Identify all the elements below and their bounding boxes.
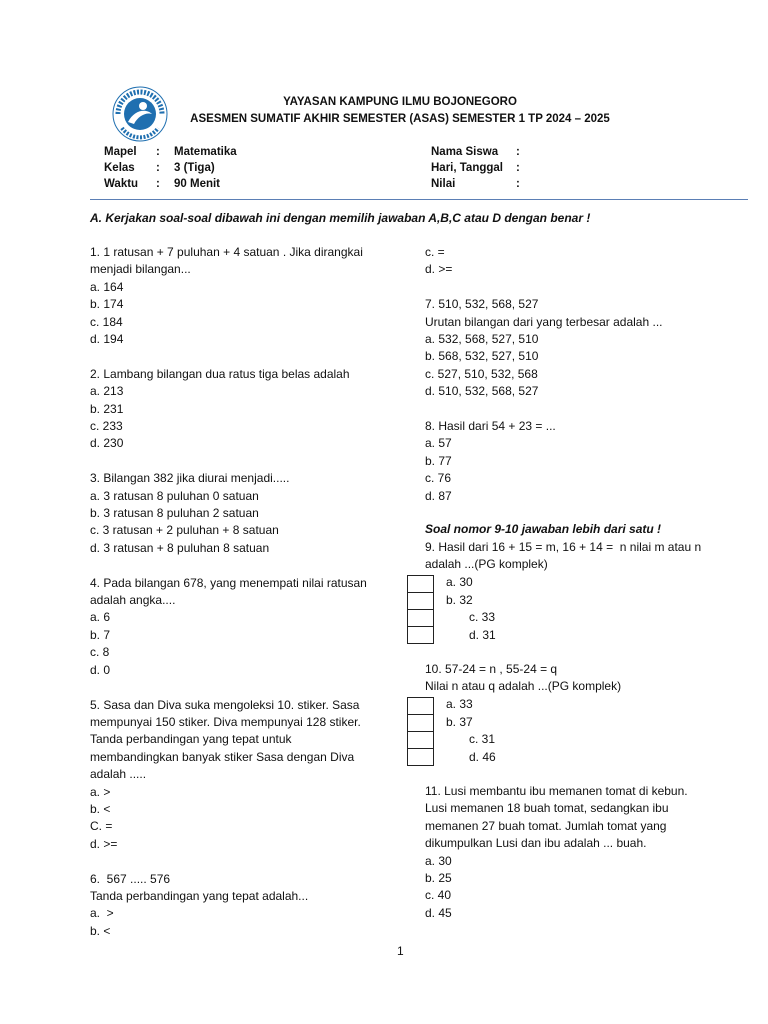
answer-option: d. 194 bbox=[90, 332, 124, 347]
instruction: A. Kerjakan soal-soal dibawah ini dengan memilih jawaban A,B,C atau D dengan benar ! bbox=[90, 211, 591, 225]
question-text: membandingkan banyak stiker Sasa dengan Diva bbox=[90, 749, 355, 764]
meta-label: Waktu bbox=[104, 178, 139, 190]
answer-option: c. 184 bbox=[90, 314, 123, 329]
checkbox[interactable] bbox=[407, 749, 434, 766]
question-text: 1. 1 ratusan + 7 puluhan + 4 satuan . Jika dirangkai bbox=[90, 245, 363, 259]
meta-label: Kelas bbox=[104, 162, 135, 174]
question-text: 3. Bilangan 382 jika diurai menjadi..... bbox=[90, 471, 290, 486]
meta-label: Nilai bbox=[431, 178, 456, 190]
meta-sep: : bbox=[516, 146, 520, 158]
q10-checkboxes bbox=[407, 697, 434, 766]
answer-option: c. 40 bbox=[425, 888, 452, 903]
meta-sep: : bbox=[516, 162, 520, 174]
blank-line bbox=[90, 679, 390, 696]
meta-label: Mapel bbox=[104, 146, 137, 158]
meta-label: Hari, Tanggal bbox=[431, 162, 503, 174]
exam-title: ASESMEN SUMATIF AKHIR SEMESTER (ASAS) SEMESTER 1 TP 2024 – 2025 bbox=[190, 113, 610, 125]
meta-label: Nama Siswa bbox=[431, 146, 499, 158]
right-column-top bbox=[425, 244, 745, 505]
answer-option: b. 7 bbox=[90, 627, 111, 642]
question-text: Tanda perbandingan yang tepat untuk bbox=[90, 732, 292, 747]
question-text: 8. Hasil dari 54 + 23 = ... bbox=[425, 419, 556, 434]
q9-checkboxes bbox=[407, 575, 434, 644]
meta-sep: : bbox=[156, 178, 160, 190]
answer-option: c. 527, 510, 532, 568 bbox=[425, 366, 538, 381]
answer-option: c. 3 ratusan + 2 puluhan + 8 satuan bbox=[90, 523, 279, 538]
answer-option: d. 87 bbox=[425, 488, 452, 503]
answer-option: b. < bbox=[90, 801, 111, 816]
answer-option: b. 3 ratusan 8 puluhan 2 satuan bbox=[90, 506, 259, 521]
q10-option-c: c. 31 bbox=[469, 732, 496, 746]
meta-sep: : bbox=[156, 162, 160, 174]
question-text: menjadi bilangan... bbox=[90, 262, 191, 277]
checkbox[interactable] bbox=[407, 697, 434, 715]
answer-option: C. = bbox=[90, 819, 113, 834]
q10-option-d: d. 46 bbox=[469, 750, 496, 764]
answer-option: d. >= bbox=[90, 836, 118, 851]
answer-option: c. 233 bbox=[90, 419, 123, 434]
answer-option: a. 57 bbox=[425, 436, 452, 451]
question-text: Lusi memanen 18 buah tomat, sedangkan ibu bbox=[425, 801, 669, 816]
answer-option: b. 174 bbox=[90, 297, 124, 312]
answer-option: b. 77 bbox=[425, 453, 452, 468]
meta-sep: : bbox=[516, 178, 520, 190]
question-text: 11. Lusi membantu ibu memanen tomat di kebun. bbox=[425, 784, 688, 798]
question-10 bbox=[425, 661, 621, 696]
answer-option: b. 568, 532, 527, 510 bbox=[425, 349, 539, 364]
answer-option: a. > bbox=[90, 784, 111, 799]
question-stem: 9. Hasil dari 16 + 15 = m, 16 + 14 = n nilai m atau n bbox=[425, 540, 702, 554]
answer-option: a. 30 bbox=[425, 853, 452, 868]
blank-line bbox=[90, 853, 390, 870]
question-9 bbox=[425, 539, 701, 574]
answer-option: c. 76 bbox=[425, 471, 452, 486]
checkbox[interactable] bbox=[407, 627, 434, 644]
question-text: 2. Lambang bilangan dua ratus tiga belas adalah bbox=[90, 366, 350, 381]
blank-line bbox=[90, 557, 390, 574]
question-stem: adalah ...(PG komplek) bbox=[425, 557, 548, 572]
question-text: mempunyai 150 stiker. Diva mempunyai 128 stiker. bbox=[90, 714, 361, 729]
blank-line bbox=[425, 279, 745, 296]
checkbox[interactable] bbox=[407, 593, 434, 610]
question-stem: 10. 57-24 = n , 55-24 = q bbox=[425, 662, 558, 676]
page-number: 1 bbox=[397, 944, 404, 958]
question-text: Tanda perbandingan yang tepat adalah... bbox=[90, 888, 309, 903]
answer-option: d. 0 bbox=[90, 662, 111, 677]
answer-option: a. 532, 568, 527, 510 bbox=[425, 332, 539, 347]
question-text: dikumpulkan Lusi dan ibu adalah ... buah. bbox=[425, 836, 647, 851]
checkbox[interactable] bbox=[407, 715, 434, 732]
answer-option: c. 8 bbox=[90, 645, 110, 660]
question-stem: Nilai n atau q adalah ...(PG komplek) bbox=[425, 679, 622, 694]
q9-option-a: a. 30 bbox=[446, 575, 473, 589]
question-text: adalah ..... bbox=[90, 767, 147, 782]
answer-option: d. 510, 532, 568, 527 bbox=[425, 384, 539, 399]
meta-value: 3 (Tiga) bbox=[174, 162, 215, 174]
answer-option: d. 230 bbox=[90, 436, 124, 451]
school-name: YAYASAN KAMPUNG ILMU BOJONEGORO bbox=[283, 96, 517, 108]
answer-option: b. < bbox=[90, 923, 111, 938]
checkbox[interactable] bbox=[407, 732, 434, 749]
q10-option-b: b. 37 bbox=[446, 715, 473, 729]
checkbox[interactable] bbox=[407, 610, 434, 627]
question-text: memanen 27 buah tomat. Jumlah tomat yang bbox=[425, 818, 667, 833]
answer-option: a. 213 bbox=[90, 384, 124, 399]
answer-option: a. 3 ratusan 8 puluhan 0 satuan bbox=[90, 488, 259, 503]
answer-option: d. 45 bbox=[425, 905, 452, 920]
answer-option: b. 25 bbox=[425, 871, 452, 886]
meta-sep: : bbox=[156, 146, 160, 158]
section-note: Soal nomor 9-10 jawaban lebih dari satu ! bbox=[425, 522, 662, 536]
question-text: adalah angka.... bbox=[90, 593, 176, 608]
question-text: 6. 567 ..... 576 bbox=[90, 871, 171, 886]
q10-option-a: a. 33 bbox=[446, 697, 473, 711]
checkbox[interactable] bbox=[407, 575, 434, 593]
q9-option-c: c. 33 bbox=[469, 610, 496, 624]
answer-option: d. >= bbox=[425, 262, 453, 277]
blank-line bbox=[90, 453, 390, 470]
q9-option-b: b. 32 bbox=[446, 593, 473, 607]
question-text: 7. 510, 532, 568, 527 bbox=[425, 297, 539, 312]
header-divider bbox=[90, 199, 748, 200]
answer-option: b. 231 bbox=[90, 401, 124, 416]
meta-value: 90 Menit bbox=[174, 178, 221, 190]
blank-line bbox=[425, 401, 745, 418]
question-11 bbox=[425, 783, 745, 922]
answer-option: a. 164 bbox=[90, 279, 124, 294]
blank-line bbox=[90, 348, 390, 365]
question-text: Urutan bilangan dari yang terbesar adalah ... bbox=[425, 314, 663, 329]
q9-option-d: d. 31 bbox=[469, 628, 496, 642]
question-text: 5. Sasa dan Diva suka mengoleksi 10. stiker. Sasa bbox=[90, 697, 360, 712]
answer-option: c. = bbox=[425, 245, 445, 259]
answer-option: d. 3 ratusan + 8 puluhan 8 satuan bbox=[90, 540, 270, 555]
meta-value: Matematika bbox=[174, 146, 237, 158]
question-text: 4. Pada bilangan 678, yang menempati nilai ratusan bbox=[90, 575, 367, 590]
answer-option: a. 6 bbox=[90, 610, 111, 625]
left-column bbox=[90, 244, 390, 940]
answer-option: a. > bbox=[90, 906, 114, 921]
